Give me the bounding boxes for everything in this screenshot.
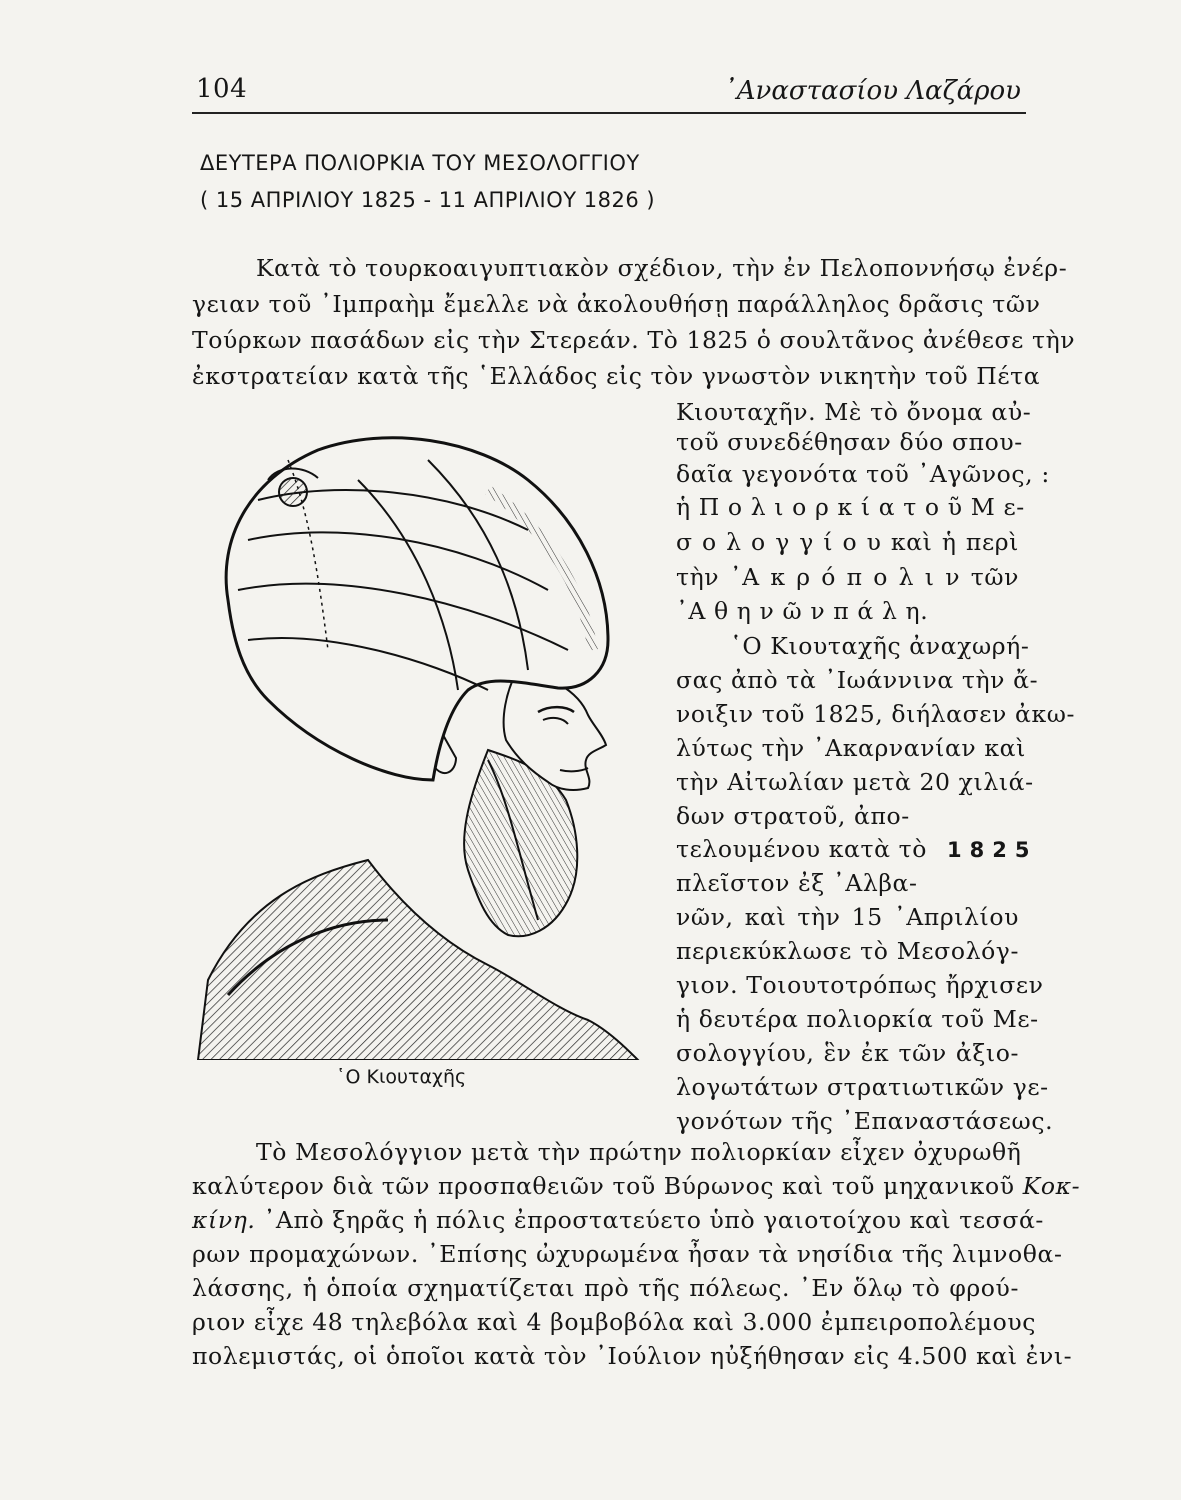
text-line [192, 1172, 1081, 1200]
italic-name: Κοκ- [1022, 1172, 1081, 1200]
text-line: λάσσης, ἡ ὁποία σχηματίζεται πρὸ τῆς πόλεως. ᾿Εν ὅλῳ τὸ φρού- [192, 1274, 1019, 1302]
text-line: σας ἀπὸ τὰ ᾿Ιωάννινα τὴν ἄ- [676, 666, 1039, 694]
text-line: ρων προμαχώνων. ᾿Επίσης ὠχυρωμένα ἦσαν τὰ νησίδια τῆς λιμνοθα- [192, 1240, 1063, 1268]
portrait-engraving [188, 420, 660, 1060]
text-line [192, 1206, 1044, 1234]
text-line: σολογγίου, ἓν ἐκ τῶν ἀξιο- [676, 1039, 1019, 1067]
text-line-part: τελουμένου κατὰ τὸ [676, 835, 927, 863]
running-header-author: ᾿Αναστασίου Λαζάρου [723, 76, 1021, 106]
text-line: πλεῖστον ἐξ ᾿Αλβα- [676, 869, 918, 897]
text-line: δων στρατοῦ, ἀπο- [676, 802, 910, 830]
text-line: ἐκστρατείαν κατὰ τῆς ῾Ελλάδος εἰς τὸν γνωστὸν νικητὴν τοῦ Πέτα [192, 362, 1041, 390]
text-line: ῾Ο Κιουταχῆς ἀναχωρή- [730, 632, 1030, 660]
text-line: Τούρκων πασάδων εἰς τὴν Στερεάν. Τὸ 1825 ὁ σουλτᾶνος ἀνέθεσε τὴν [192, 326, 1076, 354]
spaced-text-line: ἡ Π ο λ ι ο ρ κ ί α τ ο ῦ Μ ε- [676, 493, 1025, 521]
text-line-part: ᾿Απὸ ξηρᾶς ἡ πόλις ἐπροστατεύετο ὑπὸ γαιοτοίχου καὶ τεσσά- [255, 1206, 1044, 1234]
text-line: λογωτάτων στρατιωτικῶν γε- [676, 1073, 1049, 1101]
margin-year: 1825 [947, 838, 1038, 862]
text-line: περιεκύκλωσε τὸ Μεσολόγ- [676, 937, 1019, 965]
text-line: Τὸ Μεσολόγγιον μετὰ τὴν πρώτην πολιορκίαν εἶχεν ὀχυρωθῆ [256, 1138, 1022, 1166]
text-line: πολεμιστάς, οἱ ὁποῖοι κατὰ τὸν ᾿Ιούλιον ηὐξήθησαν εἰς 4.500 καὶ ἐνι- [192, 1342, 1073, 1370]
text-line [676, 835, 1037, 863]
text-line: δαῖα γεγονότα τοῦ ᾿Αγῶνος, : [676, 460, 1050, 488]
page-number: 104 [196, 74, 248, 104]
spaced-text-line: ᾿Α θ η ν ῶ ν π ά λ η. [676, 597, 929, 625]
text-line: λύτως τὴν ᾿Ακαρνανίαν καὶ [676, 734, 1026, 762]
text-line: γειαν τοῦ ᾿Ιμπραὴμ ἔμελλε νὰ ἀκολουθήσῃ παράλληλος δρᾶσις τῶν [192, 290, 1041, 318]
text-line: Κατὰ τὸ τουρκοαιγυπτιακὸν σχέδιον, τὴν ἐν Πελοποννήσῳ ἐνέρ- [256, 254, 1068, 282]
text-line: γιον. Τοιουτοτρόπως ἤρχισεν [676, 971, 1044, 999]
text-line: ριον εἶχε 48 τηλεβόλα καὶ 4 βομβοβόλα καὶ 3.000 ἐμπειροπολέμους [192, 1308, 1037, 1336]
text-line: ἡ δευτέρα πολιορκία τοῦ Με- [676, 1005, 1039, 1033]
portrait-caption: ῾Ο Κιουταχῆς [336, 1066, 467, 1088]
header-rule [192, 112, 1026, 114]
spaced-text-line: τὴν ᾿Α κ ρ ό π ο λ ι ν τῶν [676, 563, 1019, 591]
text-line: Κιουταχῆν. Μὲ τὸ ὄνομα αὐ- [676, 398, 1032, 426]
text-line: γονότων τῆς ᾿Επαναστάσεως. [676, 1107, 1054, 1135]
text-line: νοιξιν τοῦ 1825, διήλασεν ἀκω- [676, 700, 1076, 728]
italic-name: κίνη. [192, 1206, 256, 1234]
text-line: νῶν, καὶ τὴν 15 ᾿Απριλίου [676, 903, 1019, 931]
text-line: τὴν Αἰτωλίαν μετὰ 20 χιλιά- [676, 768, 1034, 796]
text-line: τοῦ συνεδέθησαν δύο σπου- [676, 428, 1023, 456]
spaced-text-line: σ ο λ ο γ γ ί ο υ καὶ ἡ περὶ [676, 528, 1019, 556]
chapter-dates: ( 15 ΑΠΡΙΛΙΟΥ 1825 - 11 ΑΠΡΙΛΙΟΥ 1826 ) [200, 188, 656, 212]
text-line-part: καλύτερον διὰ τῶν προσπαθειῶν τοῦ Βύρωνος καὶ τοῦ μηχανικοῦ [192, 1172, 1023, 1200]
chapter-title: ΔΕΥΤΕΡΑ ΠΟΛΙΟΡΚΙΑ ΤΟΥ ΜΕΣΟΛΟΓΓΙΟΥ [200, 151, 640, 175]
